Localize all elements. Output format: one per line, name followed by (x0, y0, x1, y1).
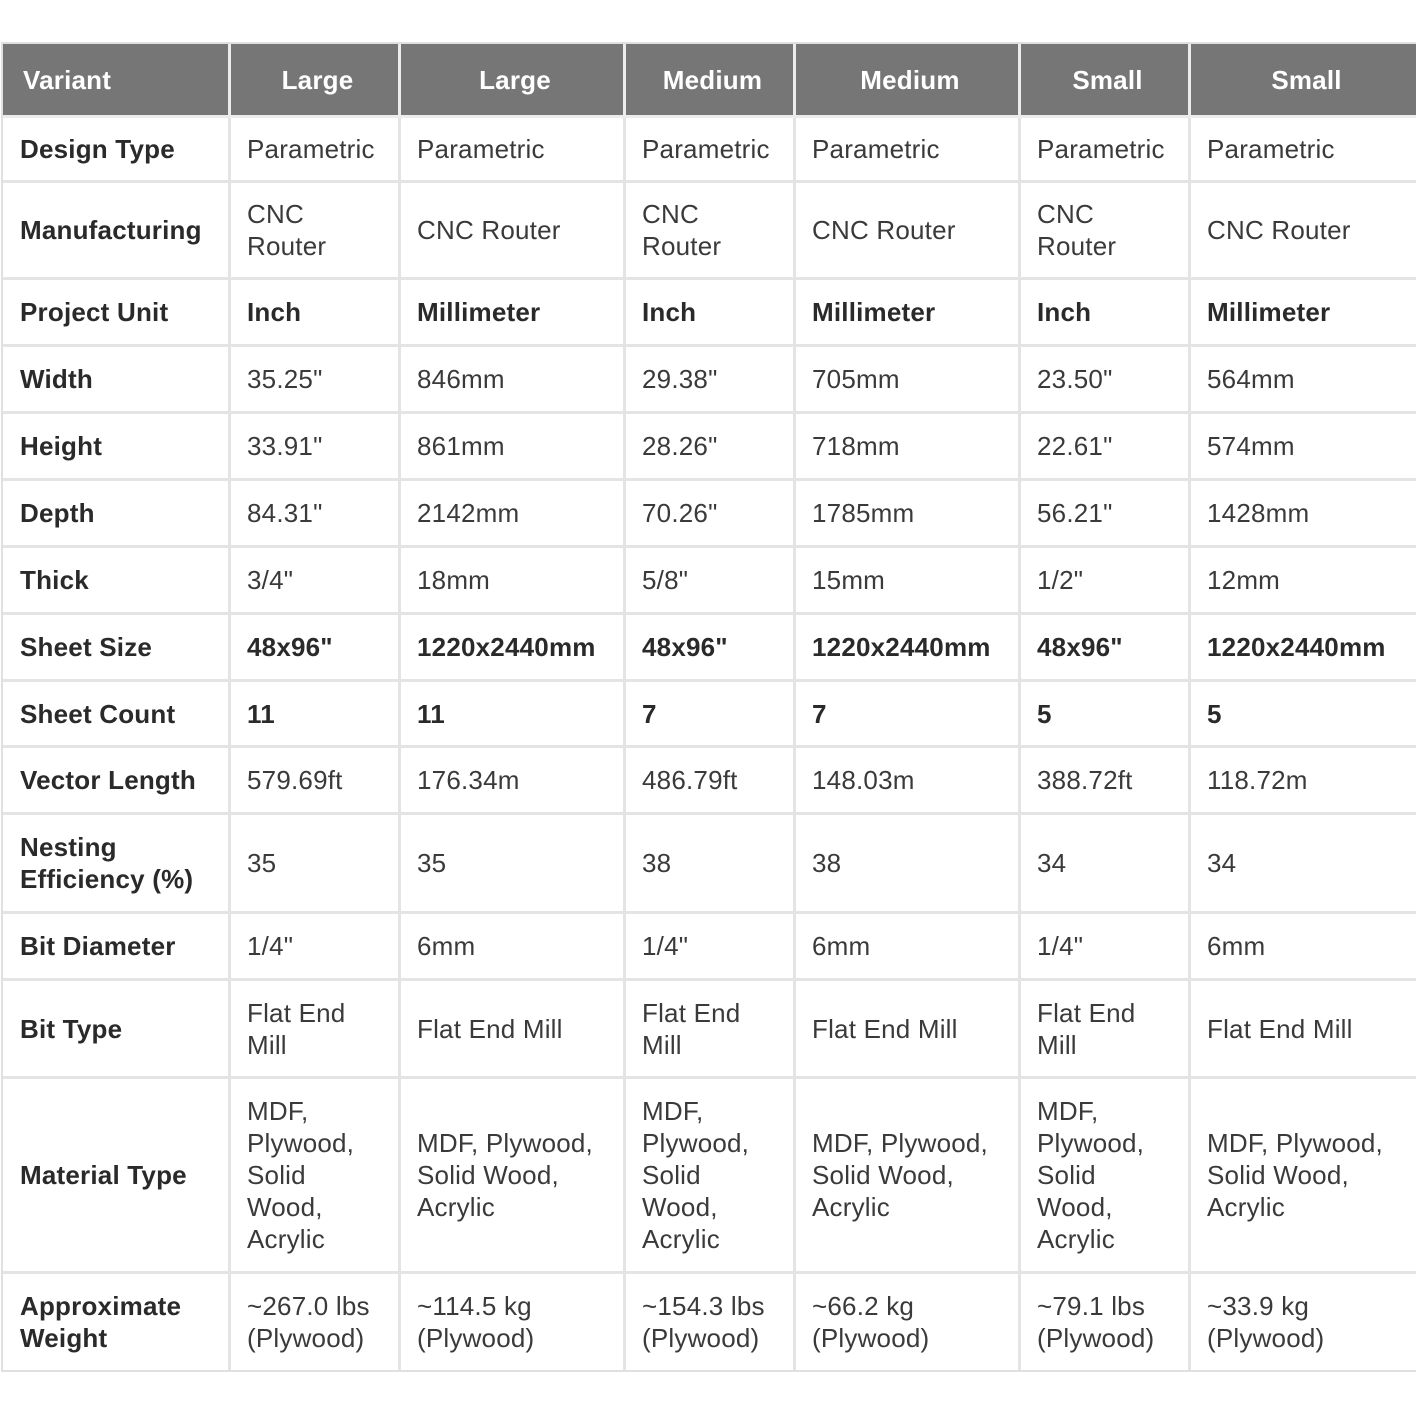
table-cell: MDF, Plywood, Solid Wood, Acrylic (1021, 1079, 1191, 1274)
table-row (3, 981, 1416, 1079)
table-row (3, 118, 1416, 183)
table-row (3, 347, 1416, 414)
table-cell: Flat End Mill (1191, 981, 1416, 1079)
table-cell: 38 (626, 815, 796, 914)
table-cell: Parametric (1191, 118, 1416, 183)
table-cell: CNC Router (796, 183, 1021, 280)
table-cell: 579.69ft (231, 748, 401, 815)
table-row (3, 615, 1416, 682)
table-cell: ~79.1 lbs (Plywood) (1021, 1274, 1191, 1370)
header-row (3, 44, 1416, 118)
table-cell: ~267.0 lbs (Plywood) (231, 1274, 401, 1370)
table-cell: CNC Router (401, 183, 626, 280)
table-cell: MDF, Plywood, Solid Wood, Acrylic (796, 1079, 1021, 1274)
table-cell: Flat End Mill (401, 981, 626, 1079)
table-cell: 718mm (796, 414, 1021, 481)
table-cell: Parametric (626, 118, 796, 183)
row-label: Thick (3, 548, 231, 615)
row-label: Width (3, 347, 231, 414)
table-row (3, 815, 1416, 914)
table-cell: 5 (1191, 682, 1416, 748)
table-row (3, 914, 1416, 981)
row-label: Sheet Count (3, 682, 231, 748)
table-cell: 38 (796, 815, 1021, 914)
table-cell: 18mm (401, 548, 626, 615)
table-cell: 28.26" (626, 414, 796, 481)
table-cell: 48x96" (1021, 615, 1191, 682)
table-cell: 6mm (1191, 914, 1416, 981)
table-cell: ~33.9 kg (Plywood) (1207, 1291, 1325, 1353)
header-column: Medium (626, 44, 796, 118)
table-cell: Millimeter (1191, 280, 1416, 347)
table-row (3, 748, 1416, 815)
table-cell: MDF, Plywood, Solid Wood, Acrylic (231, 1079, 401, 1274)
table-row (3, 414, 1416, 481)
table-cell: 5 (1021, 682, 1191, 748)
table-cell: 118.72m (1191, 748, 1416, 815)
table-cell: 1/2" (1021, 548, 1191, 615)
table-cell: CNC Router (1021, 183, 1191, 280)
table-cell: ~154.3 lbs (Plywood) (626, 1274, 796, 1370)
row-label: Approximate Weight (3, 1274, 231, 1370)
row-label: Bit Diameter (3, 914, 231, 981)
table-cell: MDF, Plywood, Solid Wood, Acrylic (401, 1079, 626, 1274)
table-cell: Flat End Mill (626, 981, 796, 1079)
table-cell: 34 (1021, 815, 1191, 914)
row-label: Sheet Size (3, 615, 231, 682)
table-cell: Inch (1021, 280, 1191, 347)
table-cell: 5/8" (626, 548, 796, 615)
table-cell: 1220x2440mm (1191, 615, 1416, 682)
row-label: Depth (3, 481, 231, 548)
table-cell: 22.61" (1021, 414, 1191, 481)
table-cell: 388.72ft (1021, 748, 1191, 815)
table-cell: 564mm (1191, 347, 1416, 414)
table-cell: 7 (626, 682, 796, 748)
table-cell: 29.38" (626, 347, 796, 414)
table-cell: 35.25" (231, 347, 401, 414)
table-cell: Parametric (231, 118, 401, 183)
table-cell: 56.21" (1021, 481, 1191, 548)
table-cell: 6mm (401, 914, 626, 981)
table-cell: 1/4" (231, 914, 401, 981)
table-row (3, 280, 1416, 347)
table-cell: 486.79ft (626, 748, 796, 815)
table-cell: Millimeter (401, 280, 626, 347)
table-cell: MDF, Plywood, Solid Wood, Acrylic (626, 1079, 796, 1274)
header-column: Large (231, 44, 401, 118)
header-column: Small (1191, 44, 1416, 118)
row-label: Material Type (3, 1079, 231, 1274)
table-cell: Parametric (796, 118, 1021, 183)
table-cell: CNC Router (1191, 183, 1416, 280)
table-body (3, 118, 1416, 1370)
table-row (3, 481, 1416, 548)
table-row (3, 1274, 1416, 1370)
table-row (3, 682, 1416, 748)
table-cell: 148.03m (796, 748, 1021, 815)
row-label: Height (3, 414, 231, 481)
table-cell: 1/4" (1021, 914, 1191, 981)
row-label: Vector Length (3, 748, 231, 815)
table-cell: Millimeter (796, 280, 1021, 347)
table-cell: 7 (796, 682, 1021, 748)
table-cell: 176.34m (401, 748, 626, 815)
table-cell: 48x96" (626, 615, 796, 682)
table-cell: 861mm (401, 414, 626, 481)
table-cell: 6mm (796, 914, 1021, 981)
table-cell: Flat End Mill (231, 981, 401, 1079)
table-cell: Flat End Mill (1021, 981, 1191, 1079)
table-cell: CNC Router (626, 183, 796, 280)
table-cell: 574mm (1191, 414, 1416, 481)
table-cell: 70.26" (626, 481, 796, 548)
row-label: Nesting Efficiency (%) (3, 815, 231, 914)
table-cell: CNC Router (231, 183, 401, 280)
table-cell: Flat End Mill (796, 981, 1021, 1079)
header-variant: Variant (3, 44, 231, 118)
table-cell: 48x96" (231, 615, 401, 682)
row-label: Design Type (3, 118, 231, 183)
table-cell: Inch (626, 280, 796, 347)
table-cell: 1220x2440mm (401, 615, 626, 682)
table-cell: 12mm (1191, 548, 1416, 615)
header-column: Small (1021, 44, 1191, 118)
table-cell: 705mm (796, 347, 1021, 414)
table-cell: 2142mm (401, 481, 626, 548)
header-column: Large (401, 44, 626, 118)
table-cell: Parametric (401, 118, 626, 183)
table-cell: 11 (401, 682, 626, 748)
spec-table (1, 42, 1416, 1372)
table-cell: 35 (401, 815, 626, 914)
row-label: Manufacturing (3, 183, 231, 280)
table-cell: Inch (231, 280, 401, 347)
header-column: Medium (796, 44, 1021, 118)
table-cell: MDF, Plywood, Solid Wood, Acrylic (1191, 1079, 1416, 1274)
table-row (3, 183, 1416, 280)
table-cell: 33.91" (231, 414, 401, 481)
table-row (3, 1079, 1416, 1274)
table-cell: 84.31" (231, 481, 401, 548)
row-label: Project Unit (3, 280, 231, 347)
table-cell: 846mm (401, 347, 626, 414)
table-cell: 1428mm (1191, 481, 1416, 548)
table-row (3, 548, 1416, 615)
table-cell: 3/4" (231, 548, 401, 615)
table-cell: 34 (1191, 815, 1416, 914)
table-cell: 1785mm (796, 481, 1021, 548)
table-cell: Parametric (1021, 118, 1191, 183)
table-cell: ~66.2 kg (Plywood) (796, 1274, 1021, 1370)
table-cell: 35 (231, 815, 401, 914)
row-label: Bit Type (3, 981, 231, 1079)
table-cell: 11 (231, 682, 401, 748)
table-cell: 15mm (796, 548, 1021, 615)
table-cell: ~114.5 kg (Plywood) (401, 1274, 626, 1370)
table-cell: 1/4" (626, 914, 796, 981)
table-cell: 23.50" (1021, 347, 1191, 414)
table-cell: 1220x2440mm (796, 615, 1021, 682)
